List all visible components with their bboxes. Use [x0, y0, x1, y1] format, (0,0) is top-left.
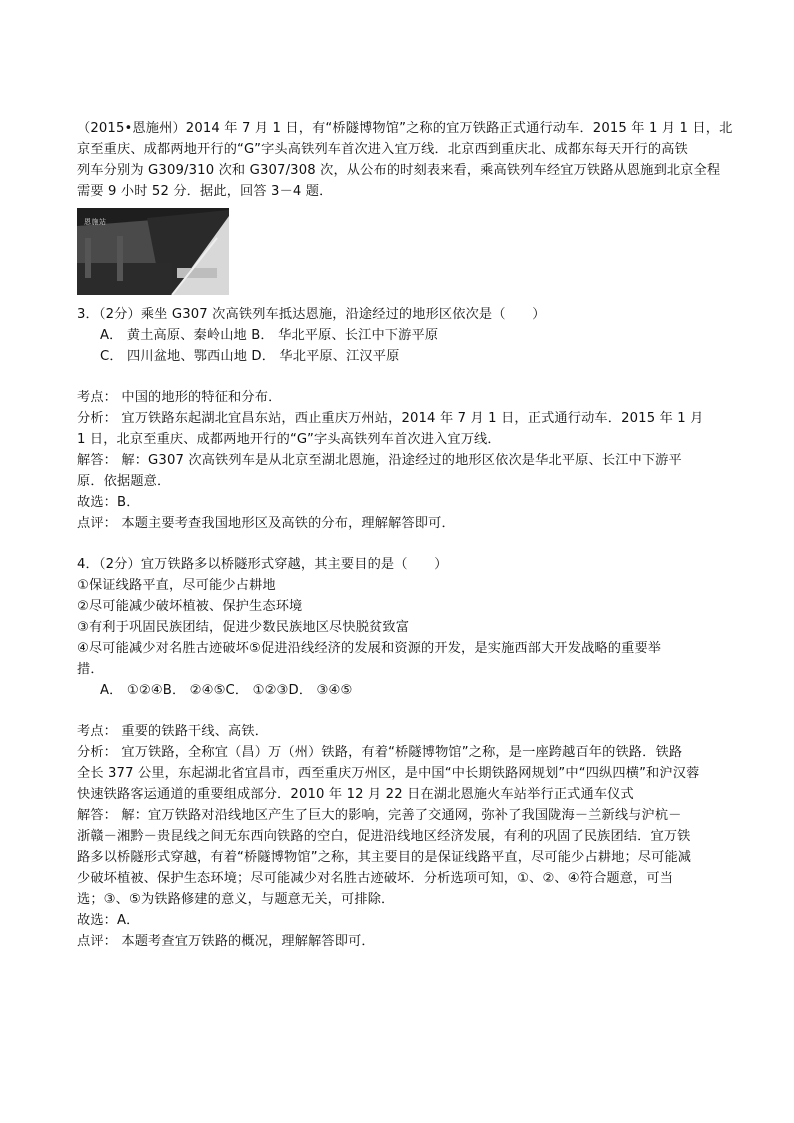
- q4-options: A． ①②④B． ②④⑤C． ①②③D． ③④⑤: [100, 683, 353, 698]
- q4-jieda-3: 路多以桥隧形式穿越，有着“桥隧博物馆”之称，其主要目的是保证线路平直，尽可能少占耕地；尽可能减: [77, 850, 692, 865]
- q4-fenxi-1: 分析： 宜万铁路，全称宜（昌）万（州）铁路，有着“桥隧博物馆”之称，是一座跨越百年的铁路．铁路: [77, 745, 683, 760]
- q4-statement-3: ③有利于巩固民族团结，促进少数民族地区尽快脱贫致富: [77, 620, 410, 635]
- q4-answer: 故选：A．: [77, 913, 140, 928]
- intro-line-3: 列车分别为 G309/310 次和 G307/308 次，从公布的时刻表来看，乘高铁列车经宜万铁路从恩施到北京全程: [77, 163, 721, 178]
- q4-statement-4-5: ④尽可能减少对名胜古迹破坏⑤促进沿线经济的发展和资源的开发，是实施西部大开发战略的重要举: [77, 641, 662, 656]
- q4-jieda-5: 选；③、⑤为铁路修建的意义，与题意无关，可排除．: [77, 892, 395, 907]
- q4-statement-4-5-cont: 措．: [77, 662, 104, 677]
- intro-line-4: 需要 9 小时 52 分．据此，回答 3－4 题．: [77, 184, 333, 199]
- q4-jieda-2: 浙赣－湘黔－贵昆线之间无东西向铁路的空白，促进沿线地区经济发展，有利的巩固了民族团结．宜万铁: [77, 829, 691, 844]
- q4-fenxi-3: 快速铁路客运通道的重要组成部分．2010 年 12 月 22 日在湖北恩施火车站举行正式通车仪式: [77, 787, 634, 802]
- q4-jieda-1: 解答： 解：宜万铁路对沿线地区产生了巨大的影响，完善了交通网，弥补了我国陇海－兰新线与沪杭－: [77, 808, 682, 823]
- q4-fenxi-2: 全长 377 公里，东起湖北省宜昌市，西至重庆万州区，是中国“中长期铁路网规划”中“四纵四横”和沪汉蓉: [77, 766, 700, 781]
- q3-options-ab: A． 黄土高原、秦岭山地 B． 华北平原、长江中下游平原: [100, 328, 439, 343]
- q4-statement-2: ②尽可能减少破坏植被、保护生态环境: [77, 599, 303, 614]
- q4-stem: 4．（2分）宜万铁路多以桥隧形式穿越，其主要目的是（ ）: [77, 557, 448, 572]
- station-photo: [77, 208, 229, 295]
- q4-statement-1: ①保证线路平直，尽可能少占耕地: [77, 578, 276, 593]
- q4-kaodian: 考点： 重要的铁路干线、高铁．: [77, 724, 269, 739]
- photo-caption: 恩施站: [84, 218, 107, 226]
- q3-dianping: 点评： 本题主要考查我国地形区及高铁的分布，理解解答即可．: [77, 516, 455, 531]
- q3-answer: 故选：B．: [77, 495, 140, 510]
- q3-stem: 3．（2分）乘坐 G307 次高铁列车抵达恩施，沿途经过的地形区依次是（ ）: [77, 307, 546, 322]
- q4-dianping: 点评： 本题考查宜万铁路的概况，理解解答即可．: [77, 934, 375, 949]
- intro-line-1: （2015•恩施州）2014 年 7 月 1 日，有“桥隧博物馆”之称的宜万铁路正式通行动车．2015 年 1 月 1 日，北: [77, 121, 733, 136]
- q3-kaodian: 考点： 中国的地形的特征和分布．: [77, 390, 282, 405]
- q3-jieda-2: 原．依据题意．: [77, 474, 171, 489]
- q3-fenxi-1: 分析： 宜万铁路东起湖北宜昌东站，西止重庆万州站，2014 年 7 月 1 日，正式通行动车．2015 年 1 月: [77, 411, 704, 426]
- q3-options-cd: C． 四川盆地、鄂西山地 D． 华北平原、江汉平原: [100, 349, 400, 364]
- q4-jieda-4: 少破坏植被、保护生态环境；尽可能减少对名胜古迹破坏．分析选项可知，①、②、④符合题意，可当: [77, 871, 674, 886]
- intro-line-2: 京至重庆、成都两地开行的“G”字头高铁列车首次进入宜万线．北京西到重庆北、成都东每天开行的高铁: [77, 142, 688, 157]
- q3-fenxi-2: 1 日，北京至重庆、成都两地开行的“G”字头高铁列车首次进入宜万线．: [77, 432, 501, 447]
- q3-jieda-1: 解答： 解：G307 次高铁列车是从北京至湖北恩施，沿途经过的地形区依次是华北平原、长江中下游平: [77, 453, 682, 468]
